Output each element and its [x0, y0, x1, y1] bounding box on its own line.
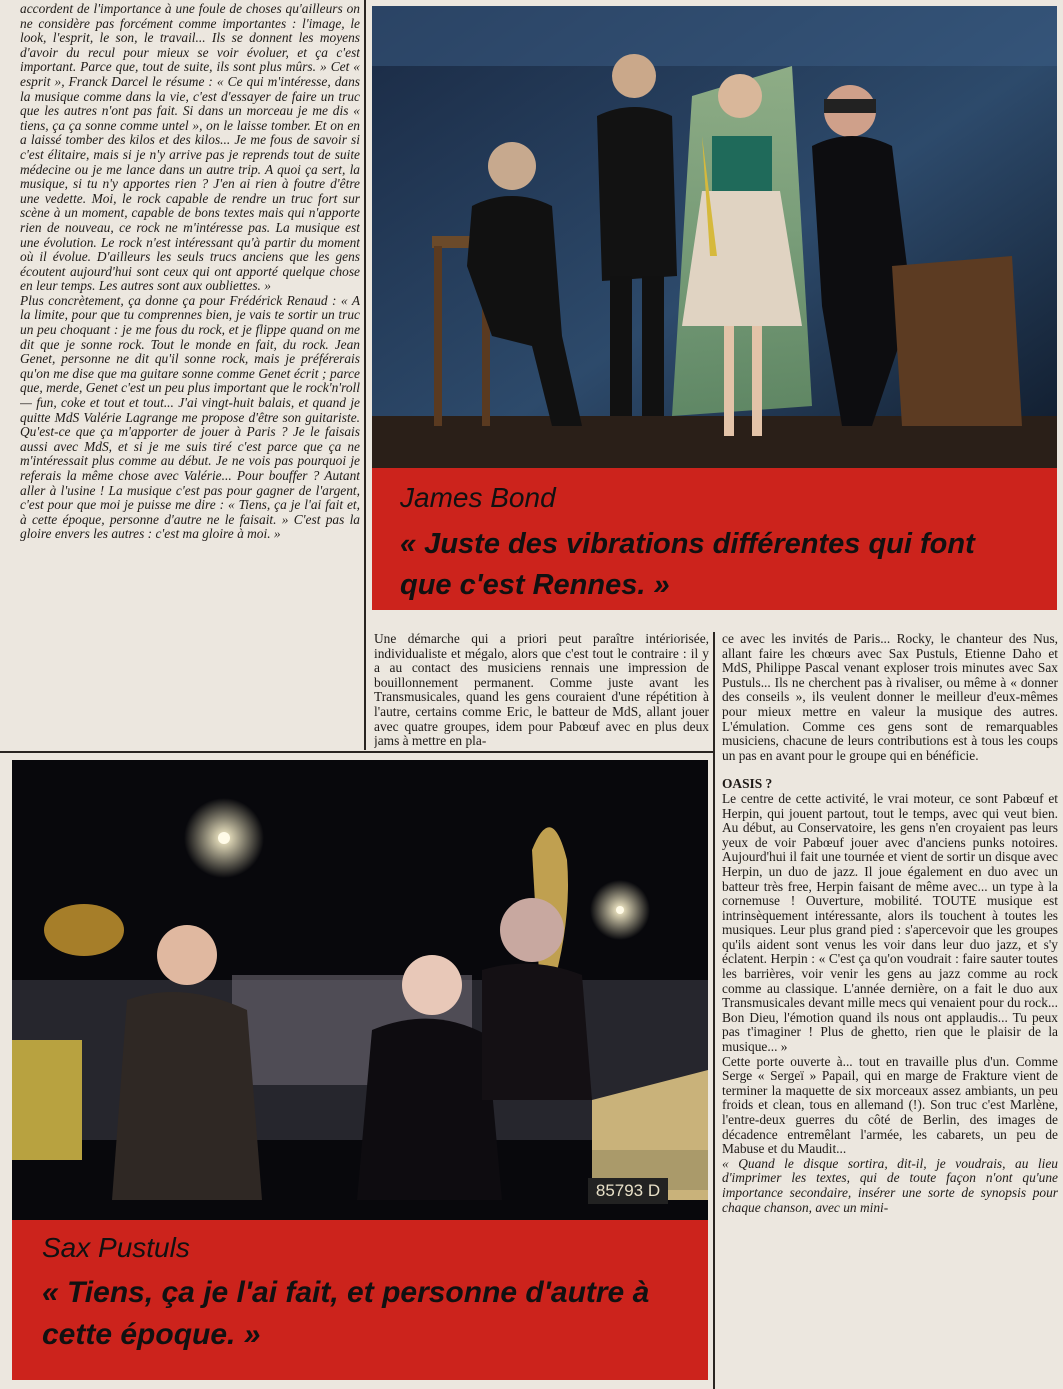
middle-paragraph: Une démarche qui a priori peut paraître intériorisée, individualiste et mégalo, alors que c'est tout le contraire : il y a au contact des musiciens rennais une impression de bouillonnement permanent. Comme juste avant les Transmusicales, quand les gens couraient d'une répétition à l'autre, certains comme Eric, le batteur de MdS, allant jouer avec quatre groupes, idem pour Pabœuf avec en plus deux jams à mettre en pla-: [374, 632, 709, 748]
caption-bottom-name: Sax Pustuls: [42, 1232, 190, 1263]
right-column: [722, 632, 1058, 1389]
section-rule: [0, 751, 715, 753]
right-paragraph-2: Le centre de cette activité, le vrai moteur, ce sont Pabœuf et Herpin, qui jouent partout, tout le temps, avec qui veut bien. Au début, au Conservatoire, les gens n'en croyaient pas leurs yeux de voir Pabœuf jouer avec d'anciens punks notoires. Aujourd'hui il fait une tournée et vient de sortir un disque avec Herpin, un duo de jazz. Il joue également en duo avec un batteur très free, Herpin faisant de même avec... un type à la cornemuse ! Ouverture, mobilité. TOUTE musique est intrinsèquement intéressante, alors ils touchent à toutes les musiques. Leur plus grand pied : s'apercevoir que les groupes qu'ils aident sont venus les voir dans leur duo jazz, et s'y éclatent. Herpin : « C'est ça qu'on voudrait : faire sauter toutes les barrières, voir venir les gens au jazz comme au rock comme au classique. L'année dernière, on a fait le duo aux Transmusicales devant mille mecs qui venaient pour du rock... Bon Dieu, l'émotion quand ils nous ont applaudis... Tu peux pas t'imaginer ! Plus de ghetto, rien que le plaisir de la musique... »: [722, 790, 1058, 1055]
caption-top-name: James Bond: [400, 482, 556, 513]
right-heading-oasis: OASIS ?: [722, 776, 773, 792]
middle-column: [374, 632, 709, 748]
caption-james-bond: [372, 468, 1057, 610]
photo-sax-pustuls: [12, 760, 708, 1220]
right-paragraph-4: « Quand le disque sortira, dit-il, je voudrais, au lieu d'imprimer les textes, qui de toute façon n'ont qu'une importance secondaire, insérer une sorte de synopsis pour chaque chanson, avec un mini-: [722, 1155, 1058, 1215]
right-paragraph-1: ce avec les invités de Paris... Rocky, le chanteur des Nus, allant faire les chœurs avec Sax Pustuls, Etienne Daho et MdS, Philippe Pascal venant exploser trois minutes avec Sax Pustuls... Ils ne cherchent pas à rivaliser, ou même à « donner des conseils », ils veulent donner le meilleur d'eux-mêmes pour mieux mettre en valeur la musique des autres. L'émulation. Comme ces gens sont de remarquables musiciens, chacune de leurs contributions est à tous les coups un pas en avant pour le groupe qui en bénéficie.: [722, 632, 1058, 763]
photo-james-bond: [372, 6, 1057, 468]
right-paragraph-3: Cette porte ouverte à... tout en travaille plus d'un. Comme Serge « Sergeï » Papail, qui en marge de Frakture vient de terminer la maquette de six morceaux assez ambiants, un peu froids et clean, tous en allemand (!). Son truc c'est Marlène, l'entre-deux guerres du côté de Berlin, des images de décadence entremêlant l'armée, les cabarets, un peu de Mabuse et du Maudit...: [722, 1053, 1058, 1157]
caption-sax-pustuls: [12, 1220, 708, 1380]
left-paragraph-1: accordent de l'importance à une foule de choses qu'ailleurs on ne considère pas forcément comme importantes : l'image, le look, l'esprit, le son, le travail... Ils se donnent les moyens d'avoir du recul pour mieux se voir évoluer, et ça c'est important. Parce que, tout de suite, ils sont plus mûrs. » Cet « esprit », Franck Darcel le résume : « Ce qui m'intéresse, dans la musique comme dans la vie, c'est d'essayer de faire un truc que les autres n'ont pas fait. Si dans un morceau je me dis « tiens, ça ça sonne comme untel », on le laisse tomber. Et on en a laissé tomber des kilos et des kilos... Je me fous de savoir si c'est élitaire, mais si je n'y arrive pas je reprends tout de suite médecine ou je me lance dans un autre trip. A quoi ça sert, la musique, si tu n'y apportes rien ? J'en ai rien à foutre d'être une vedette. Moi, le rock capable de rendre un truc fort sur scène à un moment, capable de bons textes mais qui n'apporte rien de nouveau, ce rock ne m'intéresse pas. La musique est une évolution. Le rock n'est intéressant qu'à partir du moment où il évolue. D'ailleurs les seuls trucs anciens que les gens écoutent aujourd'hui sont ceux qui ont apporté quelque chose en leur temps. Les autres sont aux oubliettes. »: [20, 2, 360, 294]
column-rule-left: [364, 0, 366, 750]
caption-bottom-quote: « Tiens, ça je l'ai fait, et personne d'autre à cette époque. »: [42, 1276, 650, 1351]
left-column: [20, 2, 360, 747]
caption-top-quote: « Juste des vibrations différentes qui font que c'est Rennes. »: [400, 528, 975, 601]
column-rule-right: [713, 632, 715, 1389]
left-paragraph-2: Plus concrètement, ça donne ça pour Frédérick Renaud : « A la limite, pour que tu comprennes bien, je vais te sortir un truc un peu choquant : je me fous du rock, et je flippe quand on me dit que je sonne rock. Tout le monde en fait, du rock. Jean Genet, personne ne dit qu'il sonne rock, mais je préférerais qu'on me dise que ma guitare sonne comme Genet écrit ; parce que, merde, Genet c'est un peu plus important que le rock'n'roll — fun, coke et tout et tout... J'ai vingt-huit balais, et quand je quitte MdS Valérie Lagrange me propose d'être son guitariste. Qu'est-ce que ça m'apporter de jouer à Paris ? Je le faisais aussi avec MdS, et si je me suis tiré c'est parce que ça ne m'intéressait plus comme au début. Je ne vois pas pourquoi je referais la même chose avec Valérie... Pour bouffer ? Autant aller à l'usine ! La musique c'est pas pour gagner de l'argent, c'est pour que moi je puisse me dire : « Tiens, ça je l'ai fait et, à cette époque, personne d'autre ne le faisait. » C'est pas la gloire envers les autres : c'est ma gloire à moi. »: [20, 292, 360, 542]
license-plate: 85793 D: [595, 1181, 661, 1200]
